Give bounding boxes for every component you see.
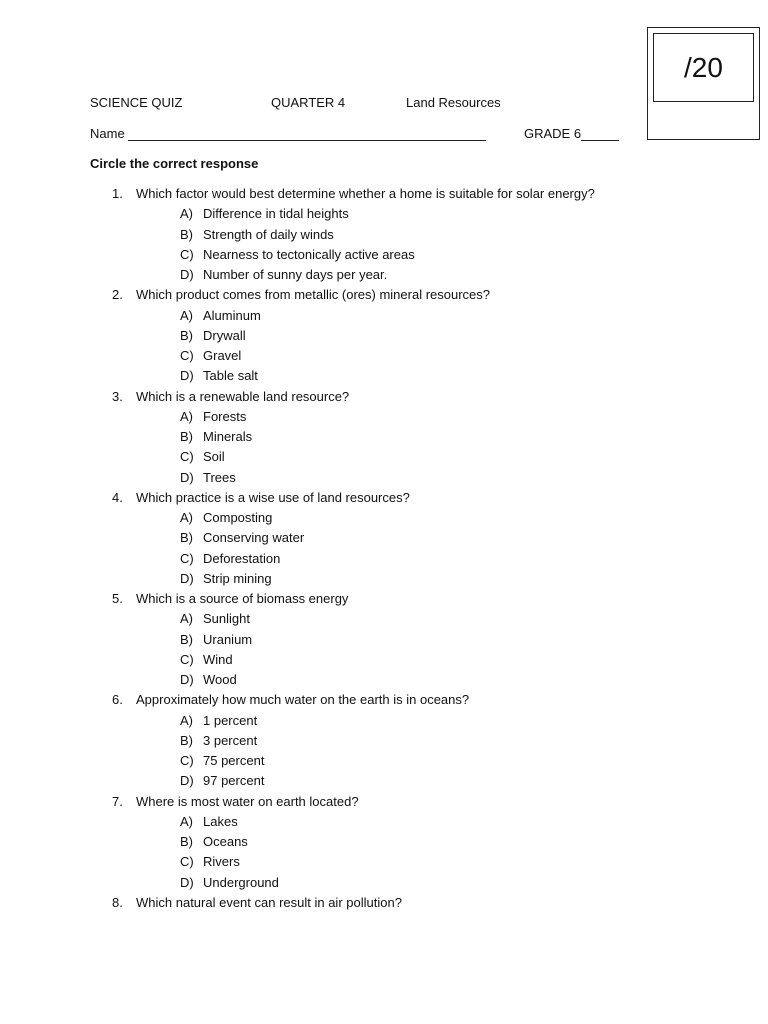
answer-option[interactable] — [0, 873, 768, 893]
option-text: 1 percent — [203, 712, 258, 728]
question-text: Where is most water on earth located? — [136, 793, 359, 809]
option-letter: D) — [180, 267, 194, 282]
option-text: Nearness to tectonically active areas — [203, 246, 415, 262]
option-text: Underground — [203, 874, 279, 890]
option-text: Difference in tidal heights — [203, 206, 349, 222]
option-text: Uranium — [203, 631, 253, 647]
question-number: 5. — [112, 591, 123, 606]
answer-option[interactable] — [0, 326, 768, 346]
answer-option[interactable] — [0, 812, 768, 832]
grade-row — [524, 126, 619, 141]
topic-label: Land Resources — [406, 95, 501, 110]
option-letter: A) — [180, 813, 193, 829]
option-text: Rivers — [203, 854, 240, 870]
name-row — [90, 126, 486, 141]
option-letter: C) — [180, 449, 194, 465]
answer-option[interactable] — [0, 832, 768, 852]
name-blank[interactable] — [128, 128, 486, 141]
question-item — [0, 285, 768, 305]
question-text: Which factor would best determine whether a home is suitable for solar energy? — [136, 186, 595, 201]
question-item — [0, 488, 768, 508]
option-letter: D) — [180, 570, 194, 586]
answer-option[interactable] — [0, 650, 768, 670]
option-letter: B) — [180, 631, 193, 647]
question-text: Which is a renewable land resource? — [136, 388, 350, 404]
option-text: Minerals — [203, 429, 253, 444]
score-total: /20 — [653, 33, 754, 102]
option-letter: D) — [180, 469, 194, 485]
answer-option[interactable] — [0, 306, 768, 326]
option-text: Forests — [203, 408, 247, 424]
question-item — [0, 792, 768, 812]
option-text: Aluminum — [203, 307, 261, 323]
question-item — [0, 589, 768, 609]
answer-option[interactable] — [0, 771, 768, 791]
answer-option[interactable] — [0, 407, 768, 427]
answer-option[interactable] — [0, 609, 768, 629]
answer-option[interactable] — [0, 366, 768, 386]
question-text: Which practice is a wise use of land resources? — [136, 489, 410, 505]
option-letter: A) — [180, 510, 193, 525]
instructions: Circle the correct response — [90, 156, 259, 171]
question-number: 2. — [112, 287, 123, 303]
answer-option[interactable] — [0, 731, 768, 751]
grade-label: GRADE 6 — [524, 126, 582, 141]
question-list — [0, 184, 768, 913]
option-text: 3 percent — [203, 732, 258, 748]
option-letter: A) — [180, 307, 193, 323]
option-text: Conserving water — [203, 530, 305, 546]
question-text: Which natural event can result in air pollution? — [136, 894, 402, 910]
option-text: Strength of daily winds — [203, 226, 334, 242]
answer-option[interactable] — [0, 670, 768, 690]
name-label: Name — [90, 126, 125, 141]
option-text: 97 percent — [203, 773, 265, 789]
answer-option[interactable] — [0, 468, 768, 488]
option-text: Deforestation — [203, 550, 281, 566]
option-letter: C) — [180, 246, 194, 262]
option-letter: C) — [180, 651, 194, 667]
question-text: Which product comes from metallic (ores) mineral resources? — [136, 287, 490, 303]
quarter-label: QUARTER 4 — [271, 95, 346, 110]
answer-option[interactable] — [0, 346, 768, 366]
option-letter: D) — [180, 874, 194, 890]
option-text: 75 percent — [203, 753, 265, 768]
option-letter: B) — [180, 834, 193, 849]
grade-blank[interactable] — [581, 128, 619, 141]
question-item — [0, 387, 768, 407]
option-letter: B) — [180, 530, 193, 546]
option-text: Table salt — [203, 368, 258, 384]
question-item — [0, 893, 768, 913]
option-letter: A) — [180, 408, 193, 424]
option-text: Lakes — [203, 813, 238, 829]
question-item — [0, 184, 768, 204]
answer-option[interactable] — [0, 569, 768, 589]
question-number: 7. — [112, 793, 123, 809]
option-letter: C) — [180, 348, 194, 363]
option-text: Wood — [203, 672, 237, 687]
question-text: Which is a source of biomass energy — [136, 591, 349, 606]
option-text: Strip mining — [203, 570, 272, 586]
answer-option[interactable] — [0, 630, 768, 650]
answer-option[interactable] — [0, 447, 768, 467]
question-text: Approximately how much water on the earth is in oceans? — [136, 692, 470, 708]
option-letter: B) — [180, 732, 193, 748]
option-letter: B) — [180, 226, 193, 242]
answer-option[interactable] — [0, 225, 768, 245]
quiz-title: SCIENCE QUIZ — [90, 95, 183, 110]
question-number: 6. — [112, 692, 123, 708]
question-item — [0, 690, 768, 710]
question-number: 3. — [112, 388, 123, 404]
option-text: Drywall — [203, 327, 246, 343]
answer-option[interactable] — [0, 528, 768, 548]
option-text: Gravel — [203, 348, 242, 363]
answer-option[interactable] — [0, 852, 768, 872]
question-number: 4. — [112, 489, 123, 505]
score-box — [647, 27, 760, 140]
answer-option[interactable] — [0, 751, 768, 771]
option-text: Number of sunny days per year. — [203, 267, 388, 282]
option-text: Wind — [203, 651, 233, 667]
question-number: 1. — [112, 186, 123, 201]
answer-option[interactable] — [0, 245, 768, 265]
option-letter: A) — [180, 206, 193, 222]
option-letter: C) — [180, 550, 194, 566]
option-text: Soil — [203, 449, 225, 465]
answer-option[interactable] — [0, 711, 768, 731]
question-number: 8. — [112, 894, 123, 910]
option-text: Oceans — [203, 834, 248, 849]
answer-option[interactable] — [0, 265, 768, 285]
option-letter: D) — [180, 773, 194, 789]
answer-option[interactable] — [0, 549, 768, 569]
option-text: Composting — [203, 510, 273, 525]
option-letter: C) — [180, 854, 194, 870]
option-letter: D) — [180, 672, 194, 687]
option-text: Trees — [203, 469, 236, 485]
option-letter: D) — [180, 368, 194, 384]
answer-option[interactable] — [0, 204, 768, 224]
answer-option[interactable] — [0, 427, 768, 447]
option-letter: A) — [180, 712, 193, 728]
option-letter: B) — [180, 327, 193, 343]
option-text: Sunlight — [203, 611, 250, 627]
option-letter: C) — [180, 753, 194, 768]
answer-option[interactable] — [0, 508, 768, 528]
option-letter: A) — [180, 611, 193, 627]
option-letter: B) — [180, 429, 193, 444]
